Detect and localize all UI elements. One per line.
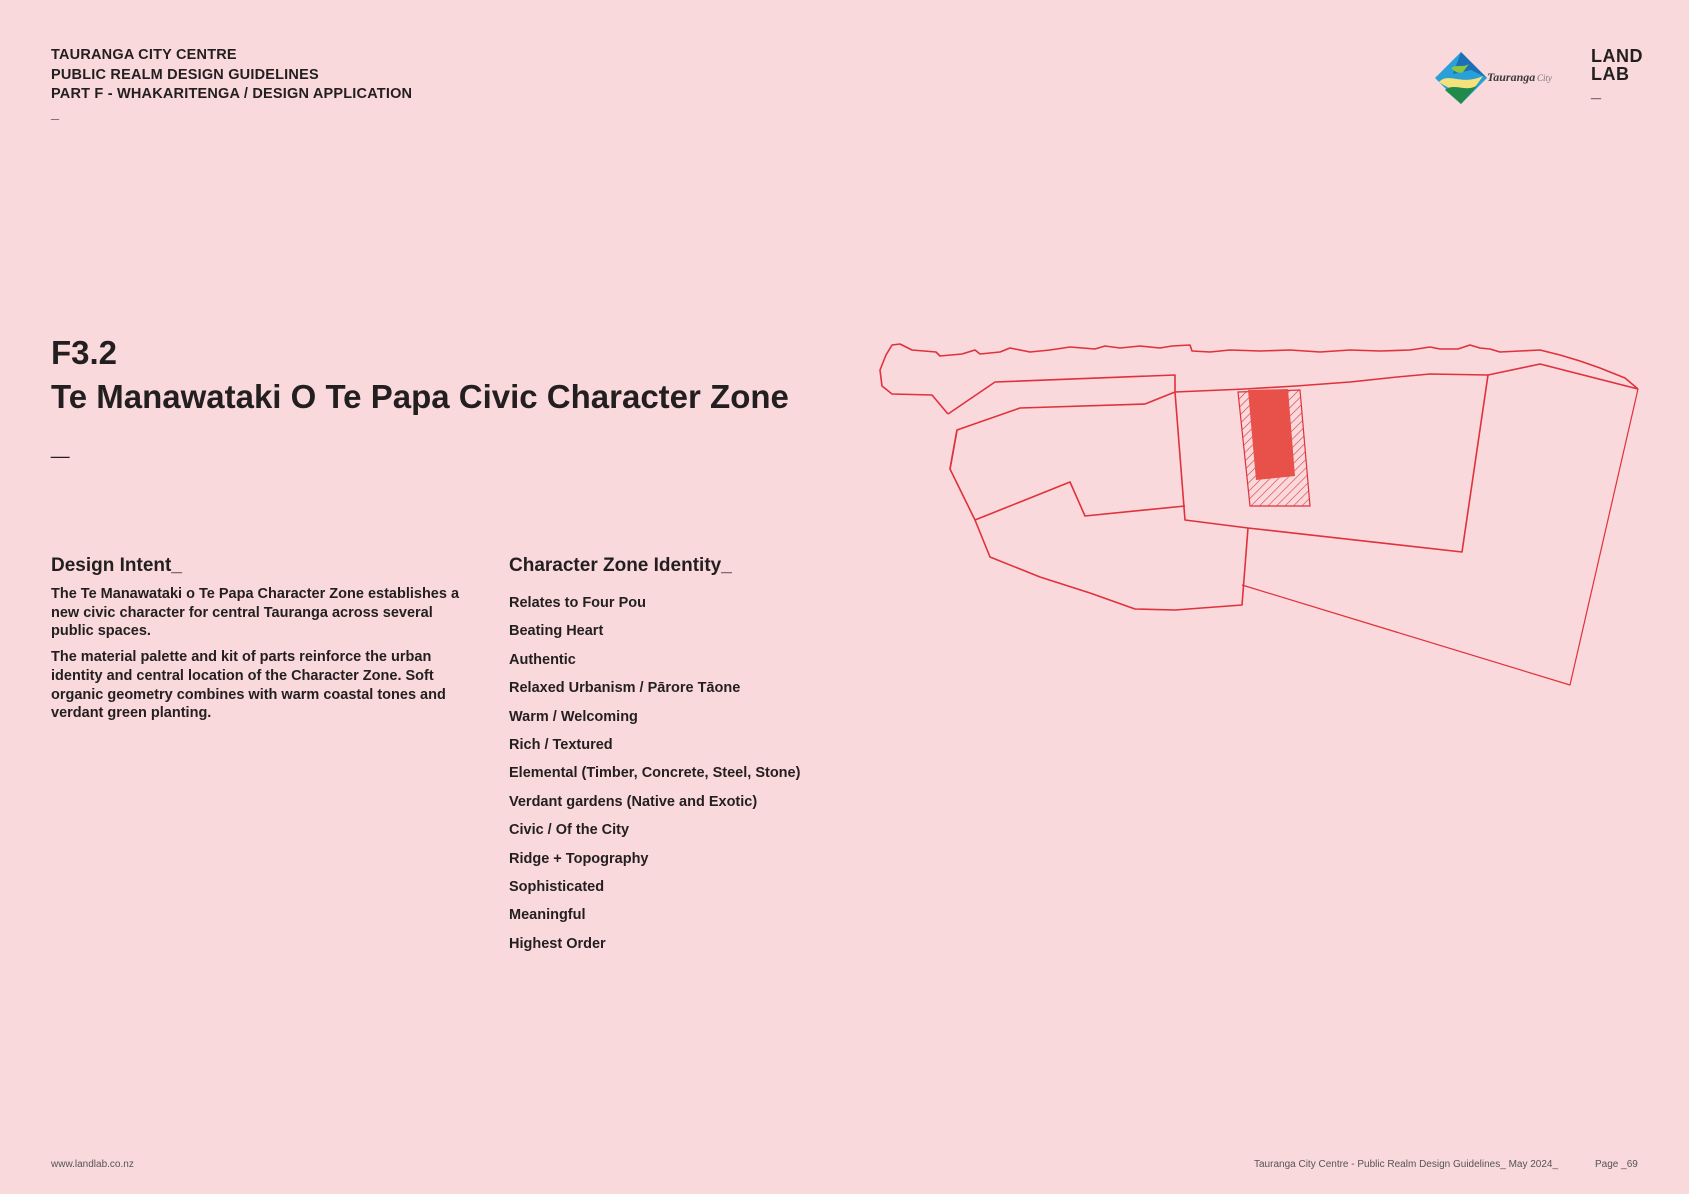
zone-block-b bbox=[1175, 364, 1638, 392]
identity-item: Civic / Of the City bbox=[509, 822, 630, 839]
identity-item: Elemental (Timber, Concrete, Steel, Stone) bbox=[509, 765, 801, 782]
footer-website: www.landlab.co.nz bbox=[51, 1159, 134, 1170]
header-line-1: TAURANGA CITY CENTRE bbox=[51, 47, 237, 63]
design-intent-body bbox=[51, 585, 476, 730]
zone-block-c bbox=[1175, 375, 1488, 552]
design-intent-paragraph: The Te Manawataki o Te Papa Character Zone establishes a new civic character for central Tauranga across several public spaces. bbox=[51, 586, 460, 640]
character-zone-identity-heading: Character Zone Identity_ bbox=[509, 555, 732, 576]
identity-item: Sophisticated bbox=[509, 878, 605, 895]
identity-item: Verdant gardens (Native and Exotic) bbox=[509, 793, 758, 810]
design-intent-heading: Design Intent_ bbox=[51, 555, 182, 576]
landlab-logo bbox=[1591, 48, 1643, 101]
identity-item: Warm / Welcoming bbox=[509, 708, 638, 725]
identity-item: Ridge + Topography bbox=[509, 850, 649, 867]
tauranga-city-logo bbox=[1433, 50, 1561, 106]
design-intent-paragraph: The material palette and kit of parts reinforce the urban identity and central location of the Character Zone. Soft organic geometry combines with warm coastal tones and verdant green planting. bbox=[51, 649, 446, 722]
zone-block-d bbox=[950, 430, 957, 469]
identity-item: Beating Heart bbox=[509, 623, 604, 640]
footer-page-number: Page _69 bbox=[1595, 1159, 1638, 1170]
logo-text: Tauranga bbox=[1487, 70, 1536, 84]
identity-list bbox=[509, 594, 800, 963]
identity-item: Meaningful bbox=[509, 907, 586, 924]
section-dash: _ bbox=[51, 424, 70, 461]
header-line-4: _ bbox=[51, 105, 60, 122]
landlab-line-3: _ bbox=[1591, 81, 1602, 101]
document-header bbox=[51, 46, 412, 124]
civic-site-highlight bbox=[1248, 389, 1295, 480]
landlab-line-2: LAB bbox=[1591, 63, 1630, 84]
zone-block-e bbox=[975, 520, 1248, 610]
identity-item: Highest Order bbox=[509, 935, 606, 952]
zone-block-a bbox=[948, 375, 1185, 520]
header-line-2: PUBLIC REALM DESIGN GUIDELINES bbox=[51, 66, 319, 83]
landlab-line-1: LAND bbox=[1591, 46, 1643, 66]
identity-item: Authentic bbox=[509, 651, 576, 668]
character-zone-map bbox=[870, 336, 1645, 692]
identity-item: Relates to Four Pou bbox=[509, 595, 646, 611]
identity-item: Relaxed Urbanism / Pārore Tāone bbox=[509, 680, 741, 697]
section-number: F3.2 bbox=[51, 334, 118, 371]
section-title: Te Manawataki O Te Papa Civic Character Zone bbox=[51, 378, 789, 415]
logo-subtext: City bbox=[1537, 73, 1552, 83]
footer-document-title: Tauranga City Centre - Public Realm Design Guidelines_ May 2024_ bbox=[1254, 1159, 1559, 1170]
identity-item: Rich / Textured bbox=[509, 736, 613, 753]
header-line-3: PART F - WHAKARITENGA / DESIGN APPLICATION bbox=[51, 86, 413, 102]
